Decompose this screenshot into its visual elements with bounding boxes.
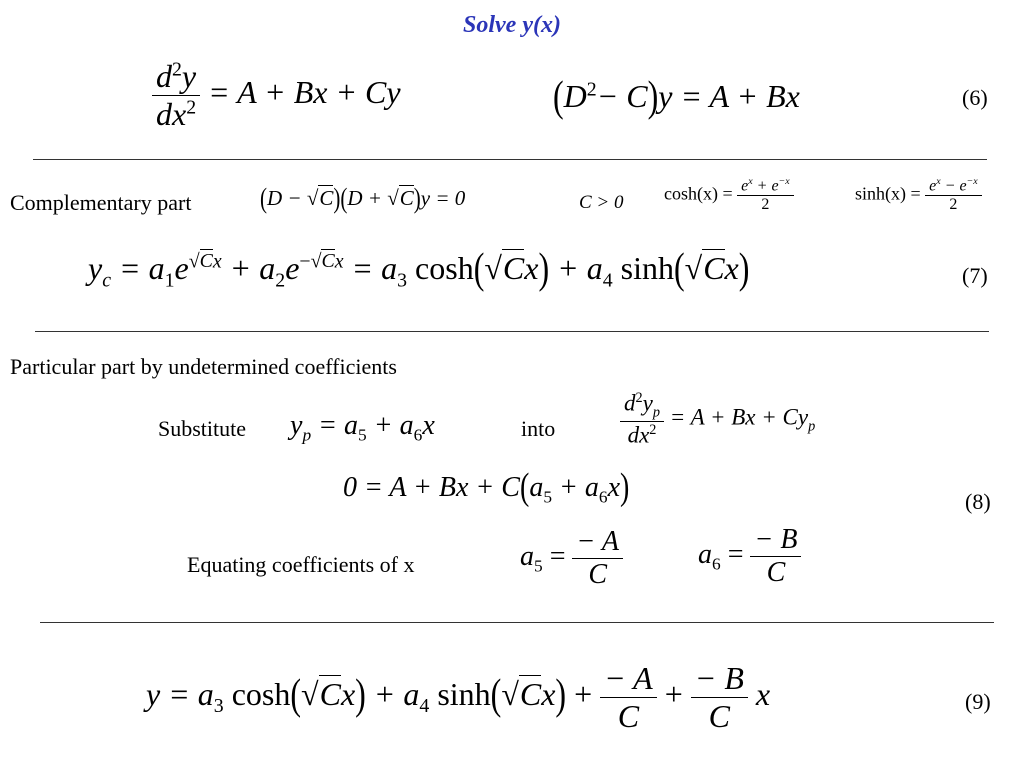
- equation-6-lhs: [152, 58, 401, 133]
- divider-line: [33, 159, 987, 160]
- equation-9-full-solution: $y = a_3$ $\cosh(√Cx) + a_4$ sinh(√Cx) + $\frac{- A}{C}$ + $\frac{- B}{C}$ x: [146, 660, 771, 734]
- divider-line: [40, 622, 994, 623]
- a6-solution: $a_6$ = $\frac{- B}{C}$: [698, 524, 801, 589]
- slide-title: Solve y(x): [463, 12, 561, 38]
- equation-number-9: (9): [965, 689, 991, 714]
- a5-solution: $a_5$ = $\frac{- A}{C}$: [520, 526, 623, 591]
- equating-label: Equating coefficients of x: [187, 552, 415, 577]
- substituted-equation: $0 = A + Bx + C(a_5 + a_6x)$: [343, 466, 630, 509]
- characteristic-factorization: (D − √C)(D + √C)y = 0: [260, 181, 466, 215]
- equation-6-rhs: = A + Bx + Cy: [208, 73, 401, 110]
- particular-de: $\frac{d^2y_p}{dx^2}$ = $A + Bx + Cy_p$: [620, 390, 815, 449]
- into-label: into: [521, 416, 556, 441]
- cosh-definition: cosh(x) = $\frac{e^x + e^{-x}}{2}$: [664, 176, 794, 214]
- equation-6-operator-form: $(D^2- C)y = A + Bx$: [553, 71, 800, 121]
- substitute-label: Substitute: [158, 416, 247, 441]
- equation-7-general-solution: $y_c = a_1e^{√Cx} + a_2e^{-√Cx} = a_3$ $\cosh(√Cx) + a_4$ sinh(√Cx): [88, 243, 750, 293]
- complementary-label: Complementary part: [10, 190, 192, 215]
- second-derivative-fraction: $\frac{d^2y}{dx^2}$: [152, 58, 200, 133]
- equation-number-6: (6): [962, 85, 988, 110]
- equation-number-8: (8): [965, 489, 991, 514]
- particular-heading: Particular part by undetermined coefficients: [10, 354, 397, 379]
- condition-c-positive: C > 0: [579, 192, 624, 213]
- trial-solution: $y_p = a_5 + a_6x$: [290, 410, 435, 445]
- divider-line: [35, 331, 989, 332]
- sinh-definition: sinh(x) = $\frac{e^x - e^{-x}}{2}$: [855, 176, 982, 214]
- equation-number-7: (7): [962, 263, 988, 288]
